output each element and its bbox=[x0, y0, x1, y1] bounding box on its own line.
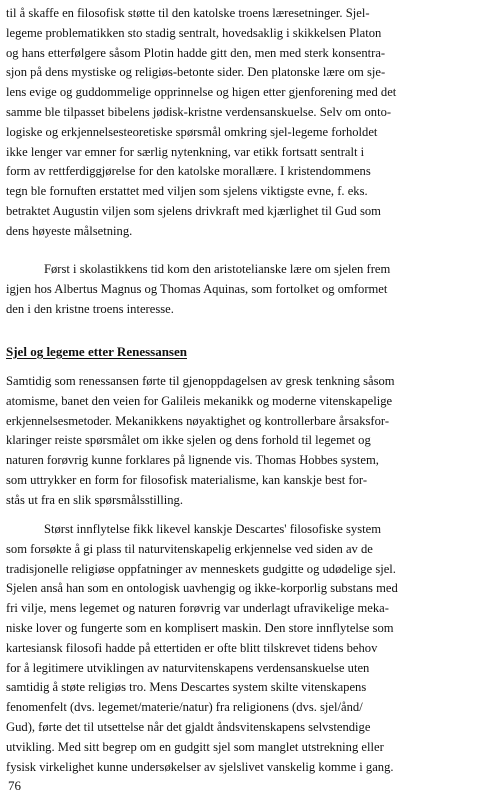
paragraph-3 bbox=[6, 372, 395, 511]
page-number: 76 bbox=[8, 778, 21, 793]
text-line: tradisjonelle religiøse oppfatninger av menneskets gudgitte og udødelige sjel. bbox=[6, 561, 396, 576]
text-line: fri vilje, mens legemet og naturen forøvrig var underlagt ufravikelige meka- bbox=[6, 601, 389, 616]
text-line: som uttrykker en form for filosofisk materialisme, kan kanskje best for- bbox=[6, 472, 368, 487]
text-line: kartesiansk filosofi hadde på ettertiden er ofte blitt tilskrevet tidens behov bbox=[6, 640, 378, 655]
text-line: form av rettferdiggjørelse for den katolske morallære. I kristendommens bbox=[6, 164, 371, 179]
text-line: tegn ble fornuften erstattet med viljen som sjelens viktigste evne, f. eks. bbox=[6, 184, 368, 199]
paragraph-2 bbox=[6, 260, 390, 319]
text-line: som forsøkte å gi plass til naturvitenskapelig erkjennelse ved siden av de bbox=[6, 541, 373, 556]
text-line: og hans etterfølgere såsom Plotin hadde gitt den, men med sterk konsentra- bbox=[6, 45, 386, 60]
text-line: samme ble tilpasset bibelens jødisk-kristne verdensanskuelse. Selv om onto- bbox=[6, 104, 392, 119]
text-line: logiske og erkjennelsesteoretiske spørsmål omkring sjel-legeme forholdet bbox=[6, 124, 378, 139]
text-line: Samtidig som renessansen førte til gjenoppdagelsen av gresk tenkning såsom bbox=[6, 374, 395, 388]
text-line: legeme problematikken sto stadig sentralt, hovedsaklig i skikkelsen Platon bbox=[6, 25, 382, 40]
text-line: til å skaffe en filosofisk støtte til den katolske troens læresetninger. Sjel- bbox=[6, 6, 370, 20]
text-line: klaringer reiste spørsmålet om ikke sjelen og dens forhold til legemet og bbox=[6, 433, 371, 448]
text-line: niske lover og fungerte som en komplisert maskin. Den store innflytelse som bbox=[6, 620, 394, 635]
text-line: fysisk virkelighet kunne undersøkelser av sjelslivet vanskelig komme i gang. bbox=[6, 759, 394, 774]
text-line: fenomenfelt (dvs. legemet/materie/natur) fra religionens (dvs. sjel/ånd/ bbox=[6, 700, 363, 715]
text-line: den i den kristne troens interesse. bbox=[6, 301, 174, 316]
paragraph-4 bbox=[6, 520, 398, 777]
text-line: atomisme, banet den veien for Galileis mekanikk og moderne vitenskapelige bbox=[6, 393, 393, 408]
text-line: Størst innflytelse fikk likevel kanskje Descartes' filosofiske system bbox=[44, 522, 381, 536]
text-line: samtidig å støte religiøs tro. Mens Descartes system skilte vitenskapens bbox=[6, 680, 367, 695]
paragraph-1 bbox=[6, 4, 396, 242]
text-line: Gud), førte det til utsettelse når det gjaldt åndsvitenskapens selvstendige bbox=[6, 719, 371, 734]
text-line: Sjelen anså han som en ontologisk uavhengig og ikke-korporlig substans med bbox=[6, 581, 398, 596]
text-line: sjon på dens mystiske og religiøs-betonte sider. Den platonske lære om sje- bbox=[6, 65, 386, 80]
book-page bbox=[6, 4, 496, 804]
text-line: lens evige og guddommelige opprinnelse og higen etter gjenforening med det bbox=[6, 85, 397, 100]
text-line: igjen hos Albertus Magnus og Thomas Aquinas, som fortolket og omformet bbox=[6, 281, 388, 296]
text-line: utvikling. Med sitt begrep om en gudgitt sjel som manglet utstrekning eller bbox=[6, 739, 384, 754]
text-line: ikke lenger var emner for særlig nytenkning, var etikk fortsatt sentralt i bbox=[6, 144, 365, 159]
section-heading: Sjel og legeme etter Renessansen bbox=[6, 344, 187, 359]
text-line: dens høyeste målsetning. bbox=[6, 223, 133, 238]
text-line: Først i skolastikkens tid kom den aristotelianske lære om sjelen frem bbox=[44, 262, 391, 276]
text-line: naturen forøvrig kunne forklares på lignende vis. Thomas Hobbes system, bbox=[6, 453, 379, 468]
text-line: betraktet Augustin viljen som sjelens drivkraft med kjærlighet til Gud som bbox=[6, 203, 381, 218]
text-line: stås ut fra en slik spørsmålsstilling. bbox=[6, 492, 184, 507]
text-line: erkjennelsesmetoder. Mekanikkens nøyaktighet og kontrollerbare årsaksfor- bbox=[6, 413, 390, 428]
text-line: for å legitimere utviklingen av naturvitenskapens verdensanskuelse uten bbox=[6, 660, 370, 675]
